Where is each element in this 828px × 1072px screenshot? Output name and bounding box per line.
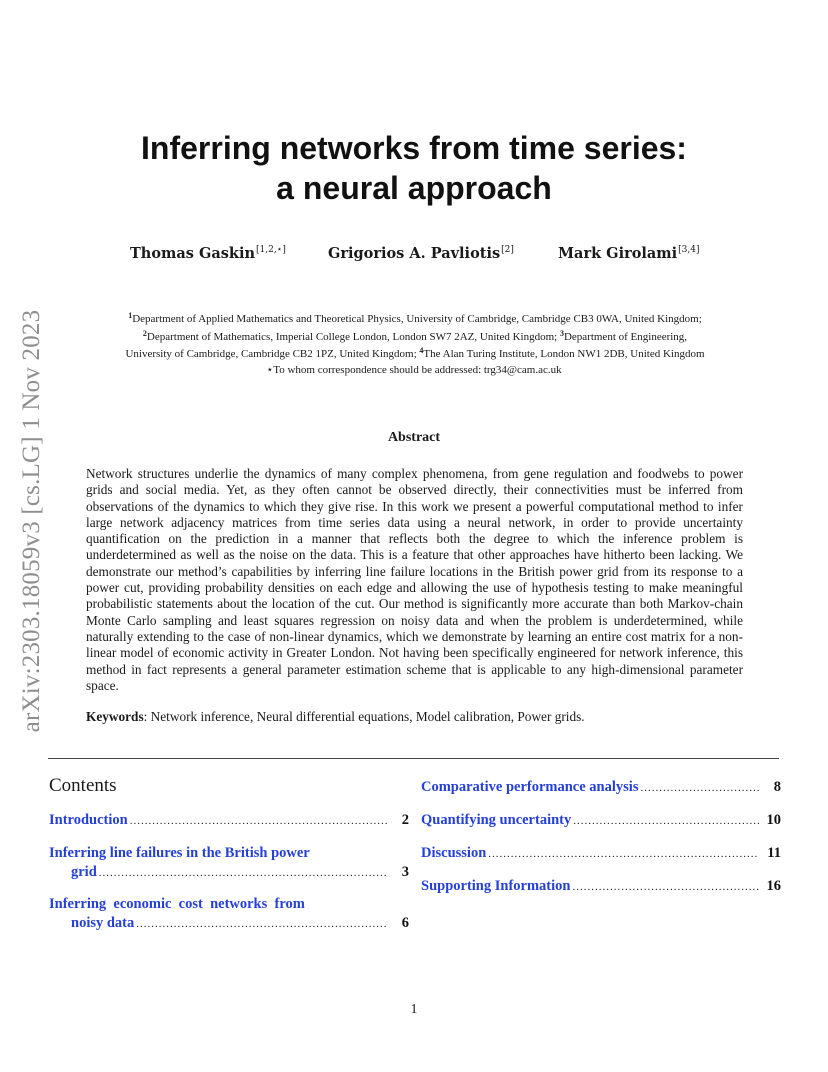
author-1 xyxy=(130,245,286,262)
keywords-list: : Network inference, Neural differential equations, Model calibration, Power grids. xyxy=(143,709,585,724)
toc-link[interactable]: Inferring economic cost networks from xyxy=(49,896,305,912)
toc-entry-comparative-analysis[interactable] xyxy=(421,778,781,798)
toc-leader-dots xyxy=(488,845,759,864)
toc-leader-dots xyxy=(99,864,387,883)
page-number: 1 xyxy=(410,1002,418,1017)
toc-entry-introduction[interactable] xyxy=(49,811,409,831)
toc-entry-economic-networks[interactable] xyxy=(49,895,409,933)
arxiv-stamp-text: arXiv:2303.18059v3 [cs.LG] 1 Nov 2023 xyxy=(18,309,45,733)
title-line-2: a neural approach xyxy=(276,170,552,206)
toc-entry-line-failures[interactable] xyxy=(49,844,409,882)
abstract-body: Network structures underlie the dynamics of many complex phenomena, from gene regulation and foodwebs to power grids and social media. Yet, as they often cannot be observed directly, their connectivities must be inferred from observations of the dynamics to which they give rise. In this work we present a powerful computational method to infer large network adjacency matrices from time series data using a neural network, in order to provide uncertainty quantification on the prediction in a manner that reflects both the degree to which the inference problem is underdetermined as well as the noise on the data. This is a feature that other approaches have hitherto been lacking. We demonstrate our method’s capabilities by inferring line failure locations in the British power grid from its response to a power cut, providing probability densities on each edge and allowing the use of hypothesis testing to make meaningful probabilistic statements about the location of the cut. Our method is significantly more accurate than both Markov-chain Monte Carlo sampling and least squares regression on noisy data and when the problem is underdetermined, while naturally extending to the case of non-linear dynamics, which we demonstrate by learning an entire cost matrix for a non-linear model of economic activity in Greater London. Not having been specifically engineered for network inference, this method in fact represents a general parameter estimation scheme that is applicable to any high-dimensional parameter space. xyxy=(86,466,743,693)
keywords-label: Keywords xyxy=(86,709,144,724)
toc-leader-dots xyxy=(573,812,759,831)
affil-text: Department of Applied Mathematics and Theoretical Physics, University of Cambridge, Cambridge CB3 0WA, United Kingdom; xyxy=(132,313,702,325)
toc-link[interactable]: Supporting Information xyxy=(421,878,571,894)
affil-num: 3 xyxy=(559,328,564,338)
author-2 xyxy=(328,245,514,262)
toc-link[interactable]: Inferring line failures in the British power xyxy=(49,845,310,861)
toc-link[interactable]: Quantifying uncertainty xyxy=(421,812,572,828)
toc-entry-supporting-info[interactable] xyxy=(421,877,781,897)
section-divider xyxy=(48,758,779,759)
abstract-heading: Abstract xyxy=(387,430,441,445)
correspondence-note: ⋆To whom correspondence should be addressed: trg34@cam.ac.uk xyxy=(266,364,562,376)
toc-link[interactable]: Comparative performance analysis xyxy=(421,779,639,795)
toc-link[interactable]: grid xyxy=(71,863,97,880)
toc-page: 16 xyxy=(766,878,781,894)
paper-title xyxy=(0,128,828,208)
toc-leader-dots xyxy=(640,779,759,798)
affil-num: 4 xyxy=(419,346,424,355)
affiliations xyxy=(80,309,750,362)
affil-text: Department of Engineering, xyxy=(563,330,688,343)
toc-page: 3 xyxy=(401,863,409,880)
toc-page: 6 xyxy=(401,914,409,931)
author-name: Thomas Gaskin xyxy=(130,245,255,262)
author-name: Grigorios A. Pavliotis xyxy=(328,245,501,262)
title-line-1: Inferring networks from time series: xyxy=(141,130,687,166)
toc-link[interactable]: noisy data xyxy=(71,914,135,931)
toc-leader-dots xyxy=(136,915,387,934)
toc-link[interactable]: Introduction xyxy=(49,812,128,828)
toc-page: 2 xyxy=(401,812,409,828)
toc-link[interactable]: Discussion xyxy=(421,845,487,861)
affiliation-line xyxy=(80,309,750,327)
author-name: Mark Girolami xyxy=(558,245,678,262)
toc-entry-discussion[interactable] xyxy=(421,844,781,864)
affil-num: 2 xyxy=(142,328,147,338)
author-affil-marker: [2] xyxy=(501,245,514,255)
contents-heading: Contents xyxy=(49,775,117,796)
author-affil-marker: [3,4] xyxy=(678,245,700,255)
toc-page: 11 xyxy=(767,845,781,861)
arxiv-stamp xyxy=(14,290,50,752)
affil-text: Department of Mathematics, Imperial College London, London SW7 2AZ, United Kingdom; xyxy=(146,330,560,343)
affil-num: 1 xyxy=(128,311,133,320)
keywords xyxy=(86,709,585,725)
toc-entry-uncertainty[interactable] xyxy=(421,811,781,831)
affil-text: The Alan Turing Institute, London NW1 2DB, United Kingdom xyxy=(423,348,705,360)
toc-page: 8 xyxy=(773,779,781,795)
affiliation-line xyxy=(80,327,750,345)
toc-leader-dots xyxy=(130,812,387,831)
author-3 xyxy=(558,245,699,262)
affiliation-line xyxy=(80,344,750,362)
affil-text: University of Cambridge, Cambridge CB2 1PZ, United Kingdom; xyxy=(125,348,420,360)
author-affil-marker: [1,2,⋆] xyxy=(256,245,286,255)
toc-leader-dots xyxy=(572,878,759,897)
toc-page: 10 xyxy=(766,812,781,828)
